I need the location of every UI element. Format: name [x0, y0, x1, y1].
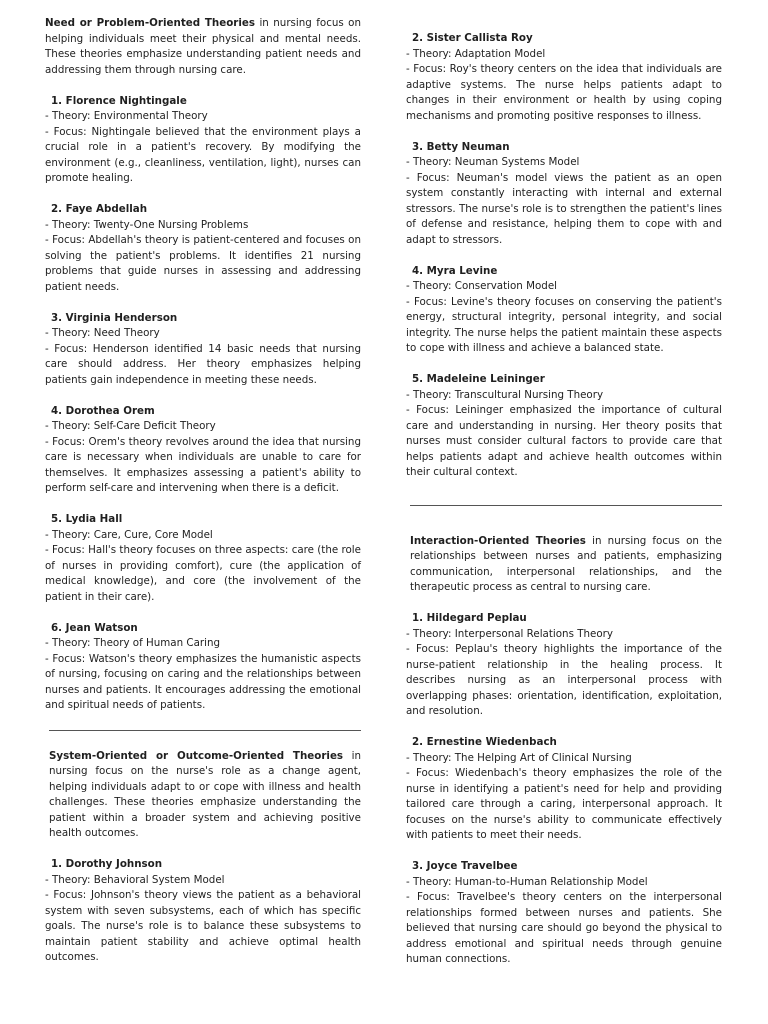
theorist-name: 3. Virginia Henderson — [51, 311, 178, 324]
theory-item-levine — [406, 264, 722, 357]
theory-item-wiedenbach — [406, 735, 722, 844]
right-column — [406, 31, 722, 968]
theorist-name: 6. Jean Watson — [51, 621, 138, 634]
theory-line: - Theory: Twenty-One Nursing Problems — [45, 218, 249, 231]
theory-item-nightingale — [45, 94, 361, 187]
focus-line: - Focus: Nightingale believed that the environment plays a crucial role in a patient's recovery. By modifying the environment (e.g., cleanliness, ventilation, light), nurses can promote healing. — [45, 125, 361, 184]
section-divider — [49, 730, 361, 731]
need-theories-intro — [45, 16, 361, 78]
focus-line: - Focus: Johnson's theory views the patient as a behavioral system with seven subsystems, each of which has specific goals. The nurse's role is to balance these subsystems to maintain patient stability and achieve optimal health outcomes. — [45, 889, 361, 963]
theory-line: - Theory: Environmental Theory — [45, 110, 208, 122]
theory-item-leininger — [406, 372, 722, 481]
theorist-name: 1. Florence Nightingale — [51, 94, 187, 107]
theorist-name: 1. Dorothy Johnson — [51, 858, 163, 870]
theory-item-hall — [45, 512, 361, 605]
theory-line: - Theory: Self-Care Deficit Theory — [45, 420, 216, 432]
system-theories-heading: System-Oriented or Outcome-Oriented Theories — [49, 749, 344, 762]
interaction-theories-intro — [406, 534, 722, 596]
theory-line: - Theory: Neuman Systems Model — [406, 156, 580, 168]
theory-line: - Theory: Need Theory — [45, 327, 160, 339]
focus-line: - Focus: Orem's theory revolves around the idea that nursing care is necessary when individuals are unable to care for themselves. It emphasizes assessing a patient's ability to perform self-care and intervening when there is a deficit. — [45, 435, 361, 494]
theory-item-orem — [45, 404, 361, 497]
focus-line: - Focus: Wiedenbach's theory emphasizes the role of the nurse in identifying a patient's need for help and providing tailored care through a caring, interpersonal approach. It focuses on the nurse's ability to communicate effectively with patients to meet their needs. — [406, 767, 722, 841]
theory-line: - Theory: Care, Cure, Core Model — [45, 528, 213, 541]
theorist-name: 5. Madeleine Leininger — [412, 373, 545, 385]
focus-line: - Focus: Neuman's model views the patient as an open system constantly interacting with internal and external stressors. The nurse's role is to strengthen the patient's lines of defense and resistance, helping them to cope with and adapt to stressors. — [406, 171, 722, 246]
theory-item-travelbee — [406, 859, 722, 968]
theorist-name: 5. Lydia Hall — [51, 513, 123, 525]
focus-line: - Focus: Travelbee's theory centers on the interpersonal relationships formed between nurses and patients. She believed that nursing care should go beyond the physical to address emotional and spiritual needs through genuine human connections. — [406, 891, 722, 965]
section-divider — [410, 505, 722, 506]
theory-item-abdellah — [45, 202, 361, 295]
theorist-name: 4. Dorothea Orem — [51, 404, 155, 417]
theory-line: - Theory: Interpersonal Relations Theory — [406, 627, 614, 640]
theory-item-johnson — [45, 857, 361, 966]
focus-line: - Focus: Henderson identified 14 basic needs that nursing care should address. Her theory emphasizes helping patients gain independence in meeting these needs. — [45, 342, 361, 386]
theory-item-peplau — [406, 611, 722, 720]
theorist-name: 3. Betty Neuman — [412, 140, 510, 153]
theory-line: - Theory: Conservation Model — [406, 280, 558, 292]
focus-line: - Focus: Roy's theory centers on the idea that individuals are adaptive systems. The nurse helps patients adapt to changes in their environment or health by using coping mechanisms and promoting positive responses to illness. — [406, 63, 722, 122]
system-theories-intro-text: in nursing focus on the nurse's role as a change agent, helping individuals adapt to or cope with illness and health challenges. These theories emphasize understanding the patient within a broader system and achieving positive health outcomes. — [49, 749, 361, 839]
theory-line: - Theory: Human-to-Human Relationship Model — [406, 875, 648, 888]
theorist-name: 1. Hildegard Peplau — [412, 612, 527, 624]
left-column — [45, 16, 361, 966]
theory-line: - Theory: The Helping Art of Clinical Nursing — [406, 751, 632, 764]
theory-line: - Theory: Adaptation Model — [406, 47, 546, 60]
theorist-name: 2. Ernestine Wiedenbach — [412, 736, 557, 748]
focus-line: - Focus: Hall's theory focuses on three aspects: care (the role of nurses in providing comfort), cure (the application of medical knowledge), and core (the involvement of the patient in their care). — [45, 544, 361, 603]
theorist-name: 3. Joyce Travelbee — [412, 860, 518, 872]
theorist-name: 4. Myra Levine — [412, 264, 498, 277]
focus-line: - Focus: Abdellah's theory is patient-centered and focuses on solving the patient's problems. It identifies 21 nursing problems that guide nurses in assessing and addressing patient needs. — [45, 234, 361, 293]
need-theories-heading: Need or Problem-Oriented Theories — [45, 17, 256, 29]
focus-line: - Focus: Leininger emphasized the importance of cultural care and understanding in nursing. Her theory posits that nurses must consider cultural factors to provide care that helps patients adapt and achieve health outcomes within their cultural context. — [406, 404, 722, 478]
need-theories-intro-text: in nursing focus on helping individuals meet their physical and mental needs. These theories emphasize understanding patient needs and addressing them through nursing care. — [45, 17, 362, 76]
theory-item-roy — [406, 31, 722, 124]
theorist-name: 2. Sister Callista Roy — [412, 32, 533, 44]
theorist-name: 2. Faye Abdellah — [51, 203, 148, 215]
focus-line: - Focus: Levine's theory focuses on conserving the patient's energy, structural integrity, personal integrity, and social integrity. The nurse helps the patient maintain these aspects to cope with illness and achieve a balanced state. — [406, 295, 722, 354]
theory-line: - Theory: Theory of Human Caring — [45, 637, 221, 649]
theory-line: - Theory: Behavioral System Model — [45, 873, 225, 886]
system-theories-intro — [45, 749, 361, 842]
theory-line: - Theory: Transcultural Nursing Theory — [406, 388, 604, 401]
interaction-theories-intro-text: in nursing focus on the relationships between nurses and patients, emphasizing communication, interpersonal relationships, and the therapeutic process as central to nursing care. — [410, 534, 723, 593]
theory-item-neuman — [406, 140, 722, 249]
theory-item-watson — [45, 621, 361, 714]
focus-line: - Focus: Peplau's theory highlights the importance of the nurse-patient relationship in the healing process. It describes nursing as an interpersonal process with overlapping phases: orientation, identification, exploitation, and resolution. — [406, 643, 722, 717]
theory-item-henderson — [45, 311, 361, 389]
focus-line: - Focus: Watson's theory emphasizes the humanistic aspects of nursing, focusing on caring and the relationships between nurses and patients. It encourages addressing the emotional and spiritual needs of patients. — [45, 652, 361, 711]
interaction-theories-heading: Interaction-Oriented Theories — [410, 534, 586, 547]
